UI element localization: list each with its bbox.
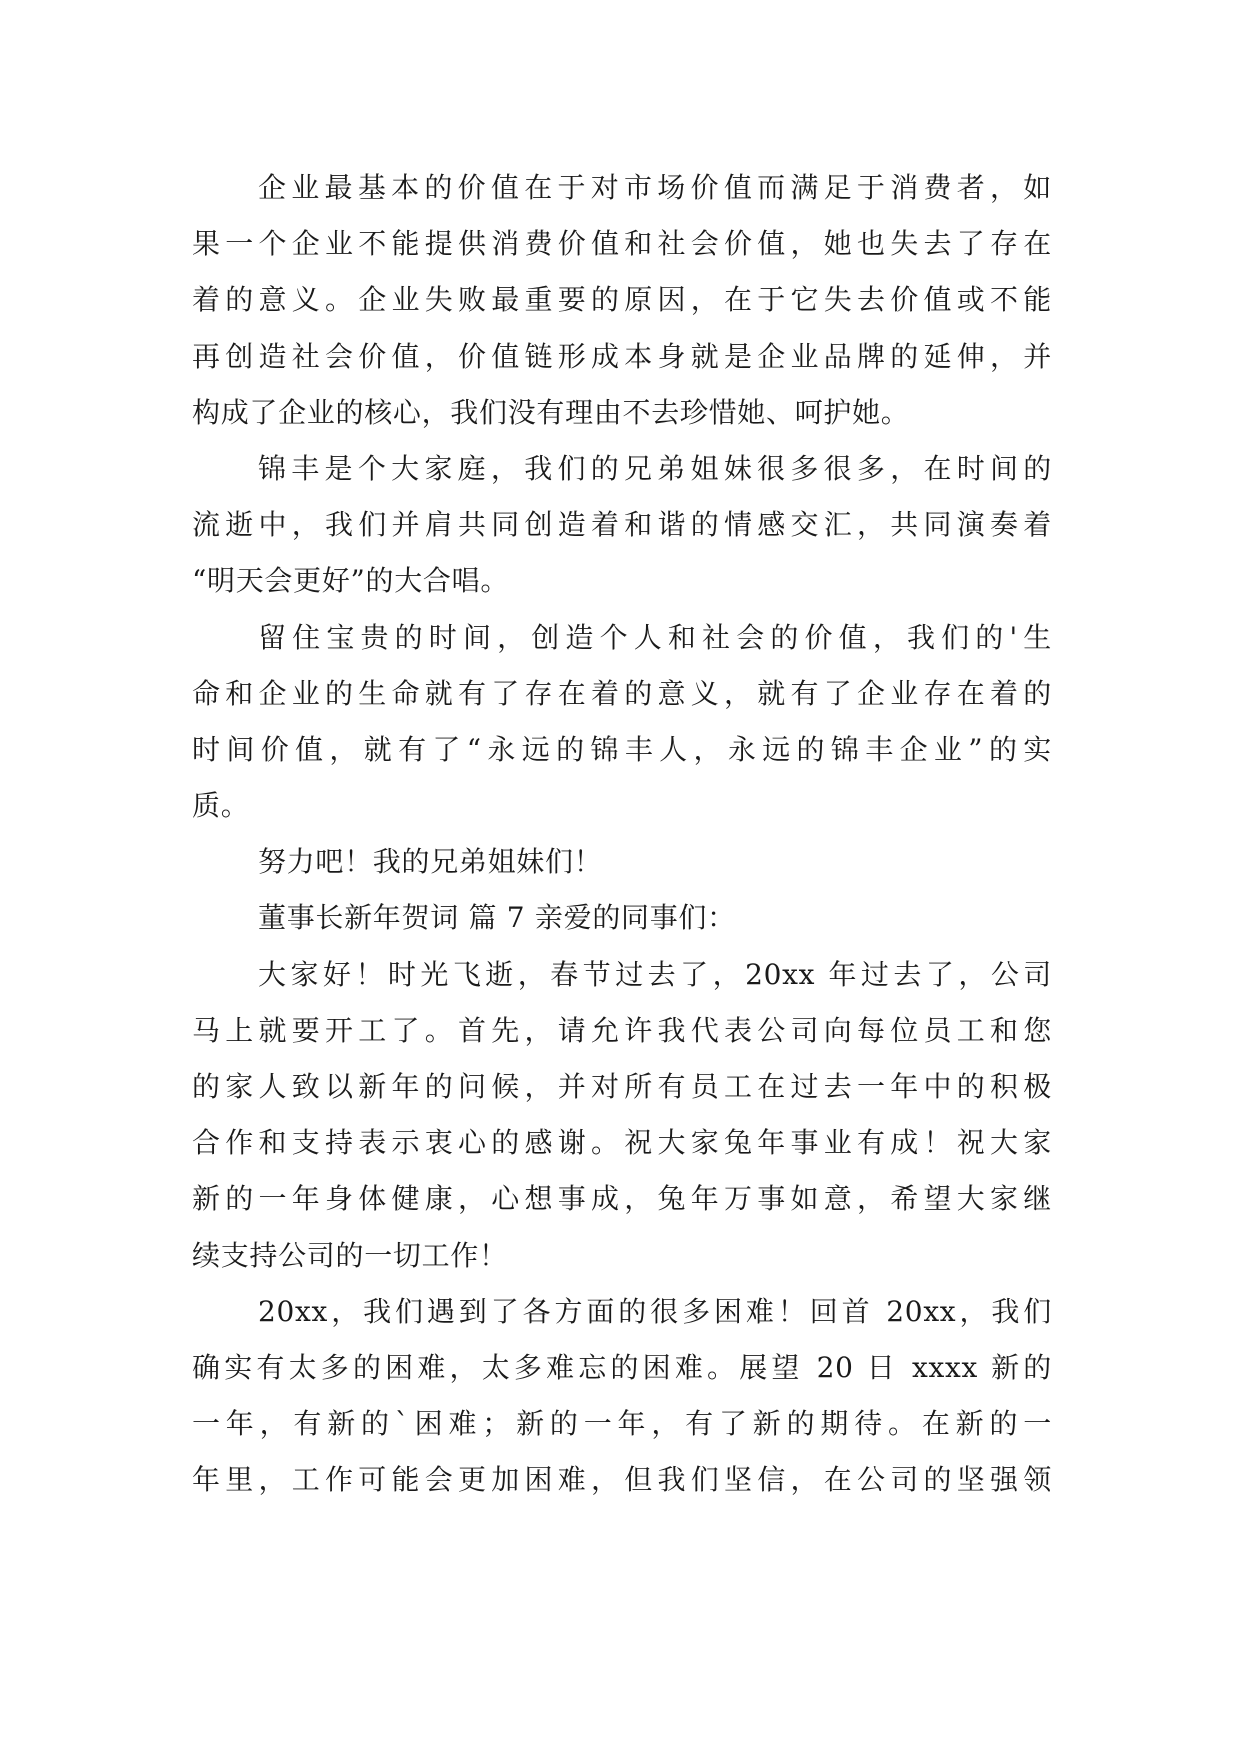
text-line: “明天会更好”的大合唱。 xyxy=(192,564,510,598)
text-line: 努力吧！我的兄弟姐妹们！ xyxy=(258,845,603,879)
text-line: 企业最基本的价值在于对市场价值而满足于消费者，如 xyxy=(258,171,1052,204)
text-line: 果一个企业不能提供消费价值和社会价值，她也失去了存在 xyxy=(192,227,1052,261)
text-line: 续支持公司的一切工作！ xyxy=(192,1238,508,1272)
text-line: 董事长新年贺词 篇 7 亲爱的同事们： xyxy=(258,901,736,935)
text-line: 大家好！时光飞逝，春节过去了，20xx 年过去了，公司 xyxy=(258,957,1052,991)
text-line: 的家人致以新年的问候，并对所有员工在过去一年中的积极 xyxy=(192,1070,1052,1103)
text-line: 马上就要开工了。首先，请允许我代表公司向每位员工和您 xyxy=(192,1013,1052,1047)
text-line: 质。 xyxy=(192,789,250,823)
text-line: 锦丰是个大家庭，我们的兄弟姐妹很多很多，在时间的 xyxy=(258,451,1052,485)
text-line: 着的意义。企业失败最重要的原因，在于它失去价值或不能 xyxy=(192,283,1052,317)
text-line: 确实有太多的困难，太多难忘的困难。展望 20 日 xxxx 新的 xyxy=(192,1350,1052,1384)
text-line: 20xx，我们遇到了各方面的很多困难！回首 20xx，我们 xyxy=(258,1294,1052,1328)
text-line: 再创造社会价值，价值链形成本身就是企业品牌的延伸，并 xyxy=(192,339,1052,373)
text-line: 留住宝贵的时间，创造个人和社会的价值，我们的'生 xyxy=(258,620,1053,654)
document-body xyxy=(192,160,1052,1509)
text-line: 时间价值，就有了“永远的锦丰人，永远的锦丰企业”的实 xyxy=(192,732,1052,766)
text-line: 流逝中，我们并肩共同创造着和谐的情感交汇，共同演奏着 xyxy=(192,508,1052,542)
text-line: 构成了企业的核心，我们没有理由不去珍惜她、呵护她。 xyxy=(192,395,910,429)
text-line: 年里，工作可能会更加困难，但我们坚信，在公司的坚强领 xyxy=(192,1463,1052,1497)
text-line: 一年，有新的`困难；新的一年，有了新的期待。在新的一 xyxy=(192,1407,1052,1441)
text-line: 新的一年身体健康，心想事成，兔年万事如意，希望大家继 xyxy=(192,1182,1052,1216)
text-line: 合作和支持表示衷心的感谢。祝大家兔年事业有成！祝大家 xyxy=(192,1126,1052,1160)
text-line: 命和企业的生命就有了存在着的意义，就有了企业存在着的 xyxy=(192,676,1052,710)
